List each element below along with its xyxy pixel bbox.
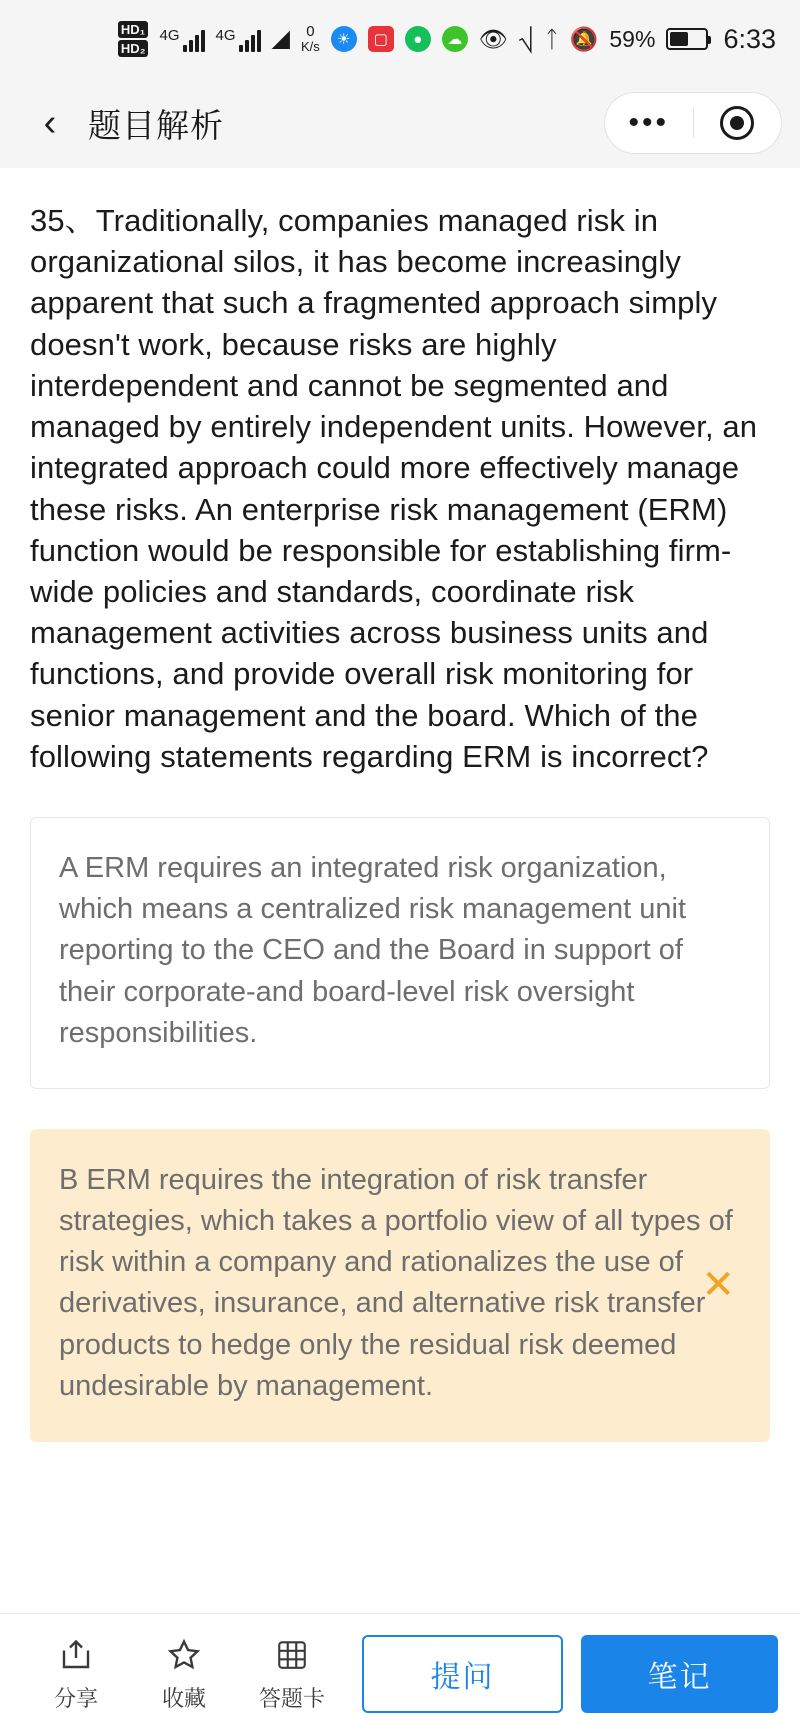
hd1-badge: HD₁: [118, 21, 149, 38]
favorite-button[interactable]: [130, 1634, 238, 1713]
network-speed-indicator: [301, 23, 320, 55]
hd-voice-icon: [118, 21, 149, 57]
signal-bars-2: [239, 28, 261, 52]
mute-bell-icon: 🔕: [569, 25, 599, 52]
answer-card-label: 答题卡: [258, 1686, 325, 1711]
network-speed-unit: K/s: [300, 39, 320, 55]
eye-icon: 👁: [478, 25, 508, 52]
question-text: 35、Traditionally, companies managed risk in organizational silos, it has become increasingly apparent that such a fragmented approach simply doesn't work, because risks are highly interdependent and cannot be segmented and managed by entirely independent units. However, an integrated approach could more effectively manage these risks. An enterprise risk management (ERM) function would be responsible for establishing firm-wide policies and standards, coordinate risk management activities across business units and functions, and provide overall risk monitoring for senior management and the board. Which of the following statements regarding ERM is incorrect?: [30, 203, 758, 774]
bluetooth-icon: ᛏ: [544, 25, 559, 52]
book-icon: ▢: [368, 26, 394, 52]
share-icon: [58, 1634, 94, 1676]
signal-icon-2: [216, 27, 261, 52]
favorite-label: 收藏: [161, 1686, 206, 1711]
close-target-icon[interactable]: [694, 106, 782, 140]
page-title: 题目解析: [88, 106, 224, 144]
status-bar: [0, 0, 800, 78]
bottom-toolbar: [0, 1613, 800, 1733]
share-label: 分享: [53, 1686, 98, 1711]
miniprogram-capsule: [604, 92, 782, 154]
battery-icon: [666, 28, 708, 50]
option-b-text: B ERM requires the integration of risk transfer strategies, which takes a portfolio view of all types of risk within a company and rationalizes the use of derivatives, insurance, and alternative risk transfer products to hedge only the residual risk deemed undesirable by management.: [59, 1163, 733, 1402]
wifi-icon: ◢: [271, 25, 290, 52]
nfc-icon: ⎷: [518, 25, 534, 52]
signal-bars-1: [183, 28, 205, 52]
option-b[interactable]: [30, 1129, 770, 1442]
option-a-text: A ERM requires an integrated risk organization, which means a centralized risk management unit reporting to the CEO and the Board in support of their corporate-and board-level risk oversight responsibilities.: [59, 852, 687, 1049]
target-dot: [730, 116, 744, 130]
back-icon[interactable]: ‹: [43, 101, 57, 144]
star-icon: [166, 1634, 202, 1676]
answer-card-icon: [275, 1634, 309, 1676]
network-type-label-2: 4G: [215, 26, 236, 44]
ask-button[interactable]: 提问: [362, 1635, 563, 1713]
wechat-icon: ☁: [442, 26, 468, 52]
hd2-badge: HD₂: [118, 40, 149, 57]
chat-icon: ●: [405, 26, 431, 52]
share-button[interactable]: [22, 1634, 130, 1713]
note-button[interactable]: 笔记: [581, 1635, 778, 1713]
signal-icon-1: [159, 27, 204, 52]
globe-icon: ☀: [331, 26, 357, 52]
more-menu-icon[interactable]: •••: [628, 106, 669, 139]
option-a[interactable]: [30, 817, 770, 1089]
title-bar: [0, 78, 800, 168]
status-bar-right: [118, 21, 776, 57]
target-ring: [720, 106, 754, 140]
answer-card-button[interactable]: [238, 1634, 346, 1713]
network-speed-value: 0: [306, 22, 315, 40]
question-content[interactable]: [0, 168, 800, 1613]
battery-percent-label: 59%: [609, 25, 656, 52]
network-type-label-1: 4G: [159, 26, 180, 44]
clock-label: 6:33: [723, 23, 776, 54]
wrong-answer-icon: ✕: [701, 1263, 735, 1308]
